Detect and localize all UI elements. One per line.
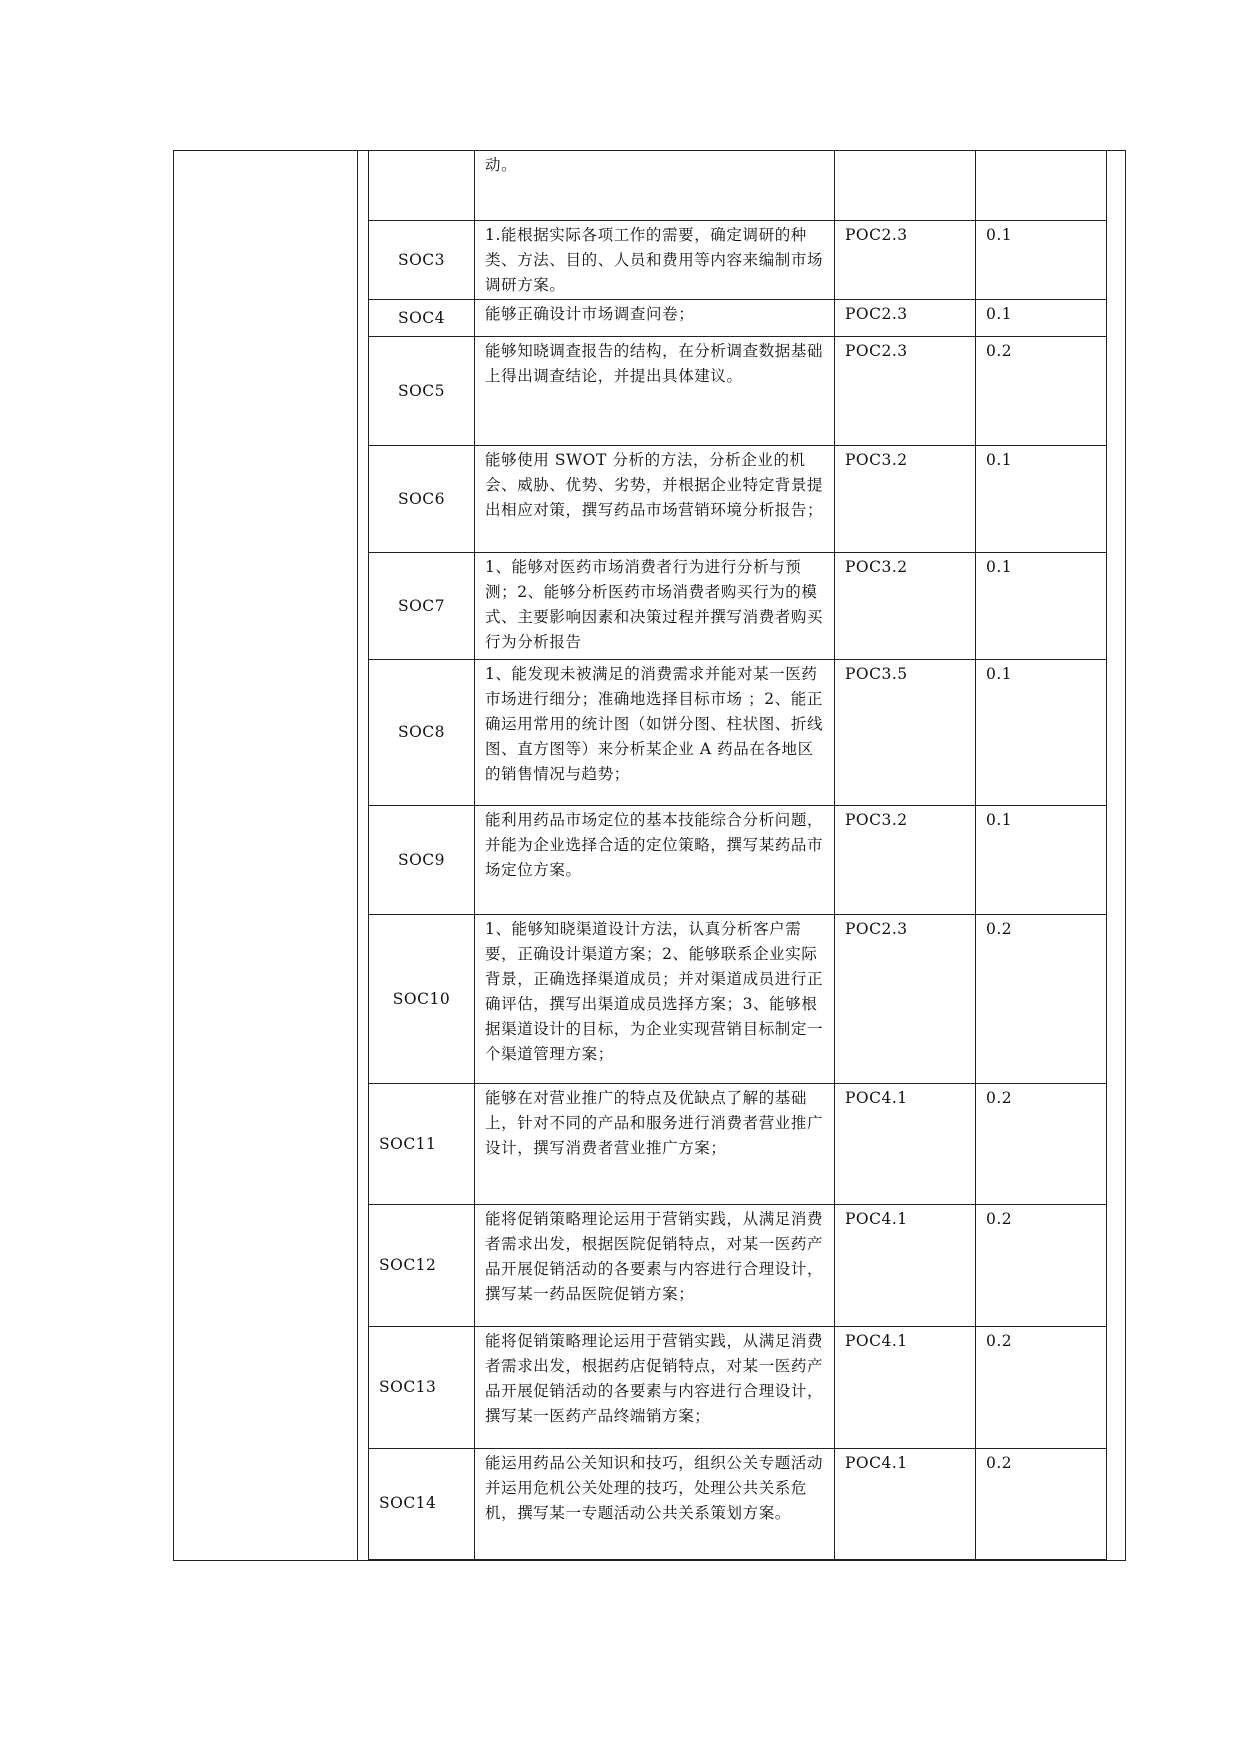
poc-code: POC4.1 (835, 1084, 976, 1205)
poc-code: POC4.1 (835, 1449, 976, 1560)
soc-description: 1.能根据实际各项工作的需要，确定调研的种类、方法、目的、人员和费用等内容来编制市场调研方案。 (475, 221, 835, 300)
soc-code: SOC7 (369, 553, 475, 660)
soc-code: SOC8 (369, 660, 475, 806)
poc-code: POC3.2 (835, 446, 976, 553)
poc-code: POC3.2 (835, 806, 976, 915)
weight-value: 0.1 (976, 806, 1107, 915)
soc-code: SOC9 (369, 806, 475, 915)
table-row (369, 915, 1107, 1084)
soc-code: SOC6 (369, 446, 475, 553)
table-row (369, 221, 1107, 300)
soc-description: 动。 (475, 151, 835, 221)
poc-code: POC3.2 (835, 553, 976, 660)
soc-description: 能利用药品市场定位的基本技能综合分析问题，并能为企业选择合适的定位策略，撰写某药品市场定位方案。 (475, 806, 835, 915)
soc-code: SOC10 (369, 915, 475, 1084)
poc-code: POC2.3 (835, 300, 976, 337)
poc-code (835, 151, 976, 221)
table-row (369, 151, 1107, 221)
soc-description: 1、能够知晓渠道设计方法，认真分析客户需要，正确设计渠道方案；2、能够联系企业实际背景，正确选择渠道成员；并对渠道成员进行正确评估，撰写出渠道成员选择方案；3、能够根据渠道设计的目标，为企业实现营销目标制定一个渠道管理方案； (475, 915, 835, 1084)
weight-value: 0.2 (976, 1084, 1107, 1205)
poc-code: POC2.3 (835, 915, 976, 1084)
soc-table (368, 150, 1107, 1561)
weight-value: 0.2 (976, 1205, 1107, 1327)
soc-description: 能运用药品公关知识和技巧，组织公关专题活动并运用危机公关处理的技巧，处理公共关系危机，撰写某一专题活动公共关系策划方案。 (475, 1449, 835, 1560)
soc-description: 能够在对营业推广的特点及优缺点了解的基础上，针对不同的产品和服务进行消费者营业推广设计，撰写消费者营业推广方案； (475, 1084, 835, 1205)
table-row (369, 1084, 1107, 1205)
soc-description: 1、能发现未被满足的消费需求并能对某一医药市场进行细分；准确地选择目标市场 ；2、能正确运用常用的统计图（如饼分图、柱状图、折线图、直方图等）来分析某企业 A 药品在各地区的销售情况与趋势； (475, 660, 835, 806)
soc-code: SOC14 (369, 1449, 475, 1560)
soc-description: 能够知晓调查报告的结构，在分析调查数据基础上得出调查结论，并提出具体建议。 (475, 337, 835, 446)
weight-value: 0.2 (976, 337, 1107, 446)
weight-value: 0.1 (976, 221, 1107, 300)
weight-value: 0.1 (976, 660, 1107, 806)
weight-value (976, 151, 1107, 221)
soc-code: SOC4 (369, 300, 475, 337)
poc-code: POC4.1 (835, 1327, 976, 1449)
weight-value: 0.1 (976, 300, 1107, 337)
soc-code: SOC3 (369, 221, 475, 300)
weight-value: 0.1 (976, 446, 1107, 553)
soc-code (369, 151, 475, 221)
column-divider (357, 150, 358, 1561)
table-row (369, 300, 1107, 337)
poc-code: POC2.3 (835, 337, 976, 446)
poc-code: POC2.3 (835, 221, 976, 300)
weight-value: 0.1 (976, 553, 1107, 660)
soc-description: 能将促销策略理论运用于营销实践，从满足消费者需求出发，根据药店促销特点，对某一医药产品开展促销活动的各要素与内容进行合理设计，撰写某一医药产品终端销方案； (475, 1327, 835, 1449)
table-row (369, 660, 1107, 806)
table-row (369, 337, 1107, 446)
weight-value: 0.2 (976, 1449, 1107, 1560)
weight-value: 0.2 (976, 1327, 1107, 1449)
soc-description: 能将促销策略理论运用于营销实践，从满足消费者需求出发，根据医院促销特点，对某一医药产品开展促销活动的各要素与内容进行合理设计，撰写某一药品医院促销方案； (475, 1205, 835, 1327)
table-row (369, 446, 1107, 553)
soc-code: SOC13 (369, 1327, 475, 1449)
table-row (369, 553, 1107, 660)
soc-description: 能够使用 SWOT 分析的方法，分析企业的机会、威胁、优势、劣势，并根据企业特定背景提出相应对策，撰写药品市场营销环境分析报告； (475, 446, 835, 553)
weight-value: 0.2 (976, 915, 1107, 1084)
table-row (369, 1327, 1107, 1449)
soc-description: 1、能够对医药市场消费者行为进行分析与预测；2、能够分析医药市场消费者购买行为的模式、主要影响因素和决策过程并撰写消费者购买行为分析报告 (475, 553, 835, 660)
poc-code: POC3.5 (835, 660, 976, 806)
soc-code: SOC5 (369, 337, 475, 446)
table-row (369, 1205, 1107, 1327)
soc-code: SOC12 (369, 1205, 475, 1327)
soc-code: SOC11 (369, 1084, 475, 1205)
table-row (369, 1449, 1107, 1560)
soc-description: 能够正确设计市场调查问卷； (475, 300, 835, 337)
poc-code: POC4.1 (835, 1205, 976, 1327)
table-row (369, 806, 1107, 915)
